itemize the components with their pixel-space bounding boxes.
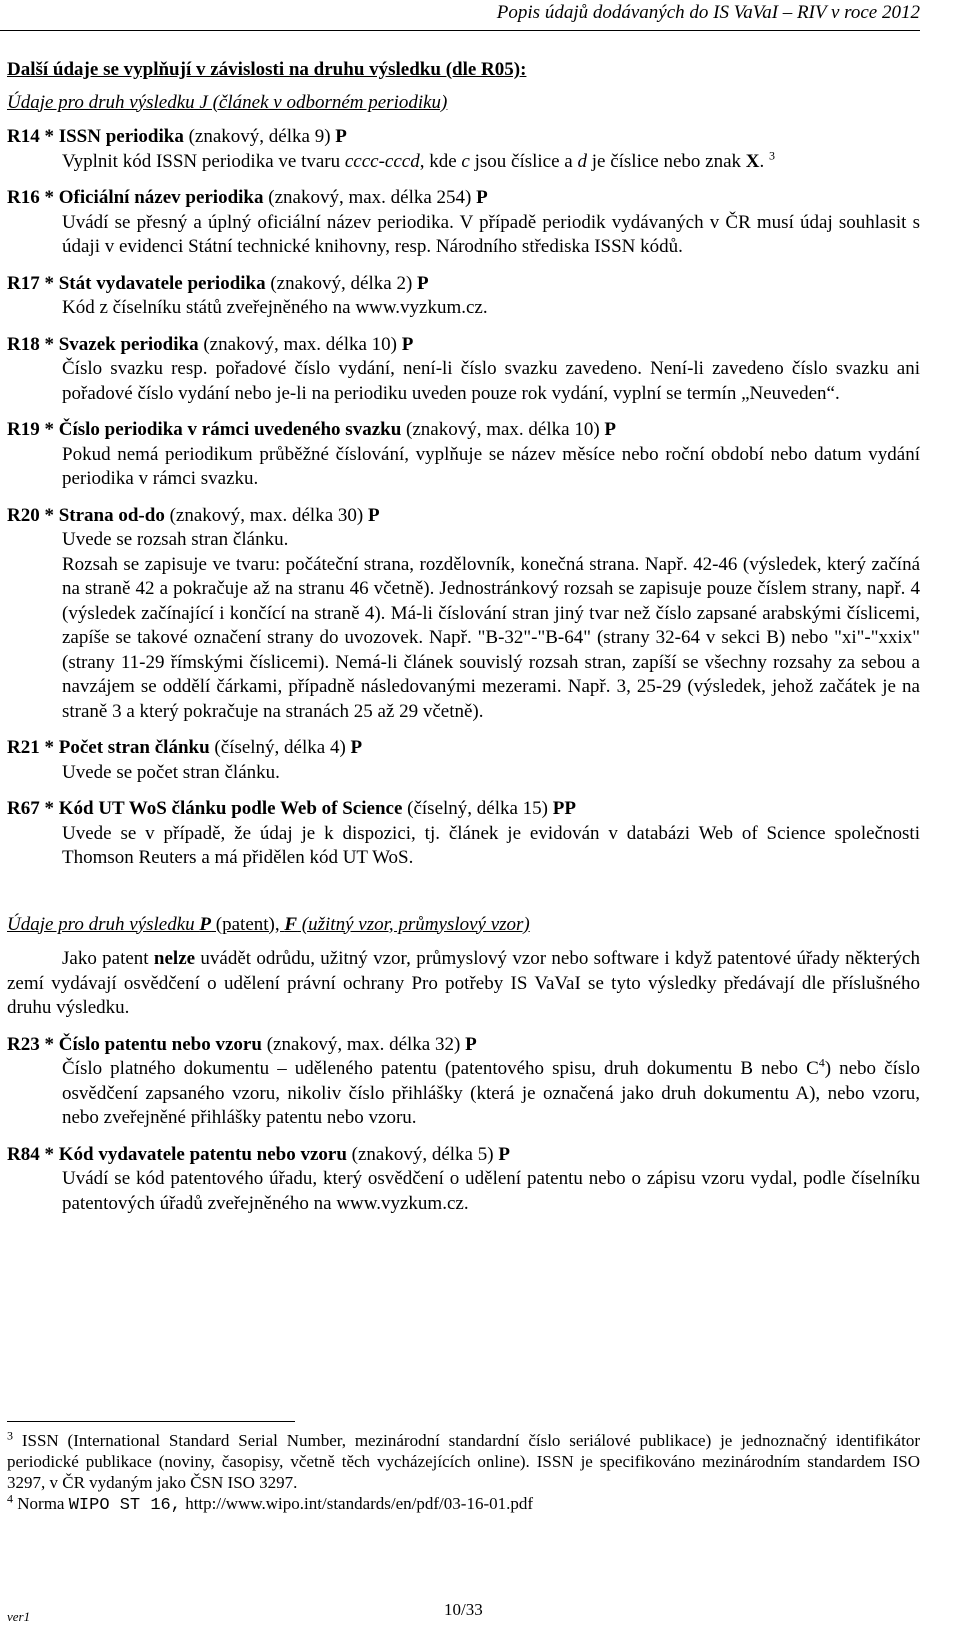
footer-page-number: 10/33: [444, 1600, 483, 1619]
field-r14-body: [62, 150, 920, 175]
field-r18-body: Číslo svazku resp. pořadové číslo vydání, není-li číslo svazku zavedeno. Není-li zavedeno číslo svazku ani pořadové číslo vydání nebo je-li na periodiku uveden pouze rok vydání, vyplní se termín „Neuveden“.: [62, 358, 920, 404]
field-r17-meta: (znakový, délka 2): [265, 272, 418, 294]
field-r84-meta: (znakový, délka 5): [346, 1143, 499, 1165]
field-r20-body-1: Uvede se rozsah stran článku.: [62, 529, 289, 550]
section-pf-title-part: Údaje pro druh výsledku: [7, 913, 200, 935]
r14-text: jsou číslice a: [469, 150, 578, 172]
field-r23-flag: P: [465, 1033, 477, 1055]
r14-var-c: c: [461, 150, 470, 172]
field-r21-body: Uvede se počet stran článku.: [62, 761, 280, 783]
field-r16-body: Uvádí se přesný a úplný oficiální název periodika. V případě periodik vydávaných v ČR musí údaj souhlasit s údaji v evidenci Státní technické knihovny, resp. Národního střediska ISSN kódů.: [62, 211, 920, 257]
footnote-ref-3[interactable]: 3: [769, 148, 776, 163]
field-r16: [7, 186, 920, 260]
field-r20-flag: P: [367, 504, 380, 526]
footnote-rule: [7, 1421, 295, 1422]
footnote-ref-4[interactable]: 4: [818, 1055, 825, 1070]
r14-char-x: X: [745, 150, 760, 172]
footnote-4-text: Norma: [13, 1494, 69, 1513]
r23-text: Číslo platného dokumentu – uděleného patentu (patentového spisu, druh dokumentu B nebo C: [62, 1058, 819, 1079]
field-r14-meta: (znakový, délka 9): [183, 126, 336, 147]
field-r18-code: R18 * Svazek periodika: [7, 333, 199, 355]
field-r18-heading: [7, 333, 920, 358]
field-r84-body: Uvádí se kód patentového úřadu, který osvědčení o udělení patentu nebo o zápisu vzoru vydal, podle číselníku patentových úřadů zveřejněného na www.vyzkum.cz.: [62, 1168, 920, 1214]
r14-var-d: d: [577, 150, 587, 172]
field-r14-code: R14 * ISSN periodika: [7, 126, 184, 147]
field-r67-code: R67 * Kód UT WoS článku podle Web of Science: [7, 798, 403, 819]
field-r21-flag: P: [350, 737, 363, 758]
field-r23-meta: (znakový, max. délka 32): [261, 1033, 466, 1055]
field-r20-meta: (znakový, max. délka 30): [164, 504, 368, 526]
field-r19-flag: P: [604, 419, 617, 440]
r23-text: ) nebo číslo osvědčení zapsaného vzoru, nikoliv číslo přihlášky (která je označená jako druh dokumentu A), nebo vzoru, nebo zveřejněné přihlášky patentu nebo vzoru.: [62, 1058, 920, 1128]
para-text: uvádět odrůdu, užitný vzor, průmyslový vzor nebo software i když patentové úřady některých zemí vydávají osvědčení o udělení právní ochrany Pro potřeby IS VaVaI se tyto výsledky předávají dle příslušného druhu výsledku.: [7, 948, 920, 1018]
intro-heading: Další údaje se vyplňují v závislosti na druhu výsledku (dle R05):: [7, 59, 527, 80]
para-emphasis: nelze: [153, 948, 196, 969]
field-r18: [7, 333, 920, 407]
running-header: Popis údajů dodávaných do IS VaVaI – RIV v roce 2012: [496, 2, 920, 23]
section-pf-paragraph: [7, 947, 920, 1021]
field-r67-flag: PP: [552, 798, 576, 819]
field-r16-flag: P: [476, 187, 488, 208]
field-r67-meta: (číselný, délka 15): [402, 798, 553, 819]
footnote-4-code: WIPO ST 16,: [68, 1496, 181, 1515]
section-pf-title: [7, 913, 920, 938]
field-r19: [7, 418, 920, 492]
field-r19-heading: [7, 418, 920, 443]
footnote-4: [7, 1493, 920, 1516]
field-r84-heading: [7, 1143, 920, 1168]
field-r20-body-2: Rozsah se zapisuje ve tvaru: počáteční strana, rozdělovník, konečná strana. Např. 42-46 (výsledek, který začíná na straně 42 a pokračuje až na stranu 46 včetně). Jednostránkový rozsah se zapisuje pouze číslem strany, např. 4 (výsledek začínající i končící na straně 4). Má-li číslování stran jiný tvar než číslo zapsané arabskými číslicemi, zapíše se takové označení strany do uvozovek. Např. "B-32"-"B-64" (strany 32-64 v sekci B) nebo "xi"-"xxix" (strany 11-29 římskými číslicemi). Nemá-li článek souvislý rozsah stran, zapíší se všechny rozsahy za sebou a navzájem se oddělí čárkami, případně následovanými mezerami. Např. 3, 25-29 (výsledek, jehož začátek je na straně 3 a který pokračuje na stranách 25 až 29 včetně).: [62, 553, 920, 722]
section-gap: [7, 883, 920, 913]
para-text: Jako patent: [62, 948, 154, 969]
field-r21: [7, 736, 920, 785]
field-r84: [7, 1143, 920, 1217]
field-r18-flag: P: [401, 333, 414, 355]
field-r20-heading: [7, 504, 920, 529]
field-r17-flag: P: [417, 272, 429, 294]
field-r19-meta: (znakový, max. délka 10): [401, 419, 605, 440]
r14-text: .: [759, 150, 765, 172]
field-r84-code: R84 * Kód vydavatele patentu nebo vzoru: [7, 1143, 347, 1165]
field-r84-flag: P: [498, 1143, 510, 1165]
section-j-title: Údaje pro druh výsledku J (článek v odborném periodiku): [7, 91, 448, 113]
footnote-3-mark: 3: [7, 1428, 13, 1443]
section-pf-code-f: F: [284, 913, 298, 935]
field-r23-heading: [7, 1033, 920, 1058]
field-r21-meta: (číselný, délka 4): [209, 737, 351, 758]
field-r14: [7, 125, 920, 174]
section-pf-code-p: P: [199, 913, 212, 935]
field-r18-meta: (znakový, max. délka 10): [198, 333, 402, 355]
field-r17-heading: [7, 272, 920, 297]
footnote-4-link[interactable]: http://www.wipo.int/standards/en/pdf/03-16-01.pdf: [180, 1494, 534, 1513]
footnote-4-mark: 4: [7, 1491, 13, 1506]
header-rule: [0, 30, 920, 31]
field-r23-body: [62, 1057, 920, 1131]
footnote-3-text: ISSN (International Standard Serial Number, mezinárodní standardní číslo seriálové publikace) je jednoznačný identifikátor periodické publikace (noviny, časopisy, včetně těch vycházejících online). ISSN je specifikováno mezinárodním standardem ISO 3297, v ČR vydaným jako ČSN ISO 3297.: [7, 1431, 920, 1492]
field-r17-code: R17 * Stát vydavatele periodika: [7, 272, 266, 294]
field-r19-code: R19 * Číslo periodika v rámci uvedeného svazku: [7, 419, 402, 440]
field-r21-code: R21 * Počet stran článku: [7, 737, 210, 758]
r14-text: Vyplnit kód ISSN periodika ve tvaru: [62, 150, 345, 172]
field-r67-body: Uvede se v případě, že údaj je k dispozici, tj. článek je evidován v databázi Web of Science společnosti Thomson Reuters a má přidělen kód UT WoS.: [62, 822, 920, 868]
field-r16-code: R16 * Oficiální název periodika: [7, 187, 264, 208]
field-r67: [7, 797, 920, 871]
field-r14-flag: P: [335, 126, 347, 147]
section-pf-title-part: (užitný vzor, průmyslový vzor): [297, 913, 530, 935]
field-r21-heading: [7, 736, 920, 761]
page-content: [7, 58, 920, 1228]
field-r19-body: Pokud nemá periodikum průběžné číslování, vyplňuje se název měsíce nebo roční období nebo datum vydání periodika v rámci svazku.: [62, 443, 920, 489]
footnotes: [7, 1430, 920, 1516]
field-r17: [7, 272, 920, 321]
field-r16-meta: (znakový, max. délka 254): [263, 187, 477, 208]
footer-version: ver1: [7, 1609, 31, 1624]
field-r20-code: R20 * Strana od-do: [7, 504, 165, 526]
field-r23-code: R23 * Číslo patentu nebo vzoru: [7, 1033, 262, 1055]
field-r23: [7, 1033, 920, 1131]
r14-text: je číslice nebo znak: [586, 150, 746, 172]
field-r16-heading: [7, 186, 920, 211]
field-r67-heading: [7, 797, 920, 822]
field-r14-heading: [7, 125, 920, 150]
section-pf-title-part: (patent),: [211, 913, 285, 935]
r14-text: , kde: [419, 150, 462, 172]
footnote-3: [7, 1430, 920, 1493]
field-r17-body: Kód z číselníku států zveřejněného na www.vyzkum.cz.: [62, 297, 488, 318]
field-r20: [7, 504, 920, 725]
r14-format: cccc-cccd: [344, 150, 420, 172]
